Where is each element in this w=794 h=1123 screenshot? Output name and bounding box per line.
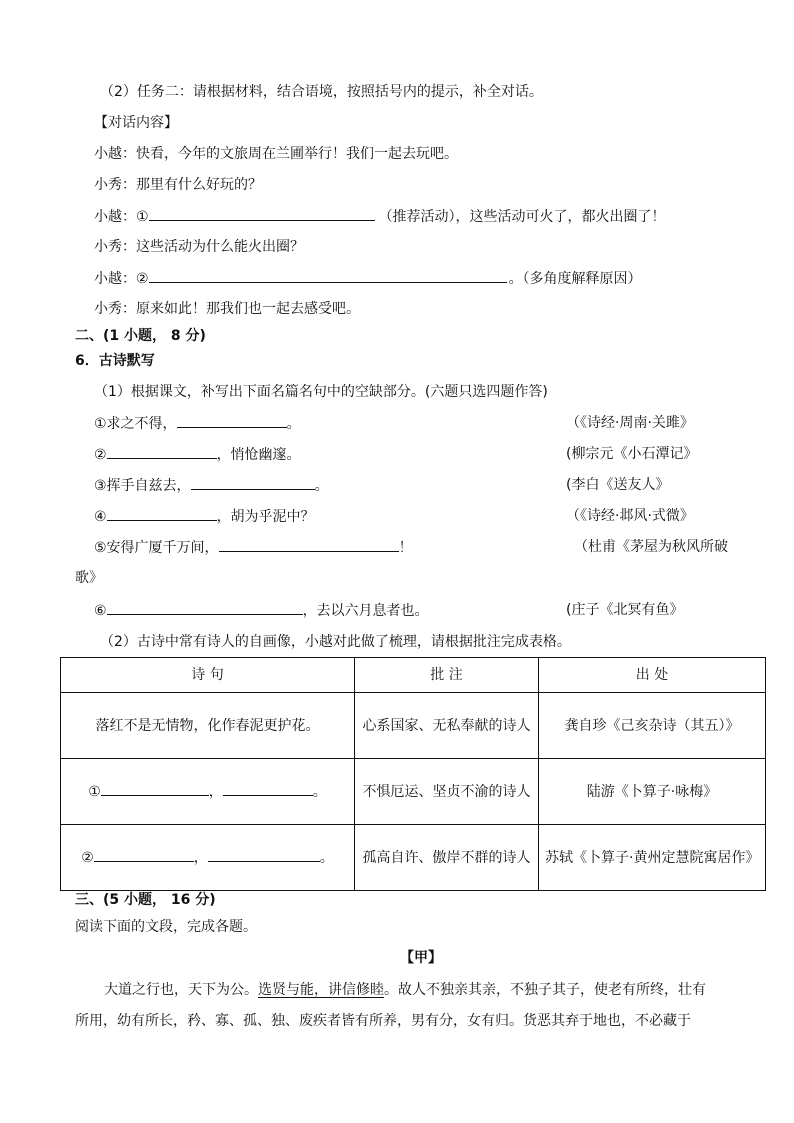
answer-blank[interactable] [208, 847, 320, 862]
cell-prefix: ① [88, 783, 101, 800]
dialogue-line-5 [94, 268, 642, 289]
table-header-row [61, 658, 766, 693]
question-6-1: （1）根据课文，补写出下面名篇名句中的空缺部分。(六题只选四题作答) [94, 384, 548, 400]
poem-source-1: （《诗经·周南·关雎》 [566, 415, 694, 431]
answer-blank[interactable] [219, 537, 399, 552]
dialogue-line-3 [94, 206, 666, 227]
dialogue-line-5-suffix: 。（多角度解释原因） [508, 271, 642, 287]
item-suffix: ，去以六月息者也。 [302, 603, 429, 619]
item-prefix: ② [94, 447, 107, 463]
answer-blank[interactable] [101, 781, 209, 796]
poem-item-1 [94, 413, 301, 434]
table-cell-source: 龚自珍《己亥杂诗（其五）》 [539, 693, 766, 759]
answer-blank[interactable] [107, 600, 303, 615]
answer-blank[interactable] [177, 413, 287, 428]
table-header: 出 处 [539, 658, 766, 693]
poem-item-2 [94, 444, 301, 465]
passage-line-1 [104, 980, 706, 1000]
dialogue-line-3-suffix: （推荐活动），这些活动可火了，都火出圈了！ [378, 209, 666, 225]
item-prefix: ④ [94, 509, 107, 525]
item-suffix: 。 [314, 478, 329, 494]
answer-blank[interactable] [191, 475, 315, 490]
poem-source-5-wrap: 歌》 [75, 570, 103, 586]
cell-end: 。 [319, 849, 334, 866]
table-cell-note: 孤高自许、傲岸不群的诗人 [355, 825, 539, 891]
table-cell-source: 陆游《卜算子·咏梅》 [539, 759, 766, 825]
cell-mid: ， [208, 783, 223, 800]
passage-line-2: 所用，幼有所长，矜、寡、孤、独、废疾者皆有所养，男有分，女有归。货恶其弃于地也，不必藏于 [75, 1013, 691, 1029]
item-prefix: ①求之不得， [94, 416, 177, 432]
answer-blank[interactable] [223, 781, 313, 796]
answer-blank[interactable] [107, 444, 217, 459]
answer-blank[interactable] [94, 847, 194, 862]
item-prefix: ③挥手自兹去， [94, 478, 191, 494]
passage-text: 大道之行也，天下为公。 [104, 982, 258, 998]
table-row [61, 825, 766, 891]
dialogue-line-1: 小越：快看，今年的文旅周在兰圃举行！我们一起去玩吧。 [94, 146, 458, 162]
dialogue-line-3-prefix: 小越：① [94, 209, 149, 225]
section3-header: 三、(5 小题， 16 分) [75, 892, 216, 908]
task2-intro: （2）任务二：请根据材料，结合语境，按照括号内的提示，补全对话。 [100, 84, 543, 100]
poem-source-5: （杜甫《茅屋为秋风所破 [574, 539, 728, 555]
passage-text: 。故人不独亲其亲，不独子其子，使老有所终，壮有 [384, 982, 706, 998]
passage-jia-title: 【甲】 [400, 950, 442, 966]
dialogue-heading: 【对话内容】 [94, 115, 178, 131]
item-suffix: ，胡为乎泥中？ [216, 509, 315, 525]
poem-item-5 [94, 537, 413, 558]
item-suffix: ！ [398, 540, 413, 556]
poem-source-2: (柳宗元《小石潭记》 [566, 446, 698, 462]
table-cell-source: 苏轼《卜算子·黄州定慧院寓居作》 [539, 825, 766, 891]
poem-source-3: (李白《送友人》 [566, 477, 670, 493]
table-cell-note: 心系国家、无私奉献的诗人 [355, 693, 539, 759]
item-prefix: ⑥ [94, 603, 107, 619]
poem-item-6 [94, 600, 429, 621]
table-cell-poem [61, 759, 355, 825]
poem-source-6: (庄子《北冥有鱼》 [566, 602, 684, 618]
table-cell-note: 不惧厄运、坚贞不渝的诗人 [355, 759, 539, 825]
item-suffix: ，悄怆幽邃。 [216, 447, 301, 463]
table-cell-poem: 落红不是无情物，化作春泥更护花。 [61, 693, 355, 759]
question-6-title: 6．古诗默写 [75, 353, 155, 369]
dialogue-line-6: 小秀：原来如此！那我们也一起去感受吧。 [94, 301, 360, 317]
table-row [61, 759, 766, 825]
table-row [61, 693, 766, 759]
poem-table [60, 657, 766, 891]
poem-item-3 [94, 475, 329, 496]
table-header: 批 注 [355, 658, 539, 693]
item-suffix: 。 [286, 416, 301, 432]
section2-header: 二、(1 小题， 8 分) [75, 328, 206, 344]
poem-source-4: （《诗经·邶风·式微》 [566, 508, 694, 524]
table-cell-poem [61, 825, 355, 891]
dialogue-line-5-prefix: 小越：② [94, 271, 149, 287]
answer-blank[interactable] [149, 268, 507, 283]
table-header: 诗 句 [61, 658, 355, 693]
cell-prefix: ② [81, 849, 94, 866]
cell-end: 。 [312, 783, 327, 800]
answer-blank[interactable] [149, 206, 375, 221]
section3-instruction: 阅读下面的文段，完成各题。 [75, 919, 257, 935]
poem-item-4 [94, 506, 315, 527]
cell-mid: ， [193, 849, 208, 866]
dialogue-line-2: 小秀：那里有什么好玩的？ [94, 177, 262, 193]
item-prefix: ⑤安得广厦千万间， [94, 540, 219, 556]
underlined-phrase: 选贤与能，讲信修睦 [258, 982, 384, 998]
dialogue-line-4: 小秀：这些活动为什么能火出圈？ [94, 239, 304, 255]
answer-blank[interactable] [107, 506, 217, 521]
question-6-2: （2）古诗中常有诗人的自画像，小越对此做了梳理，请根据批注完成表格。 [100, 634, 571, 650]
